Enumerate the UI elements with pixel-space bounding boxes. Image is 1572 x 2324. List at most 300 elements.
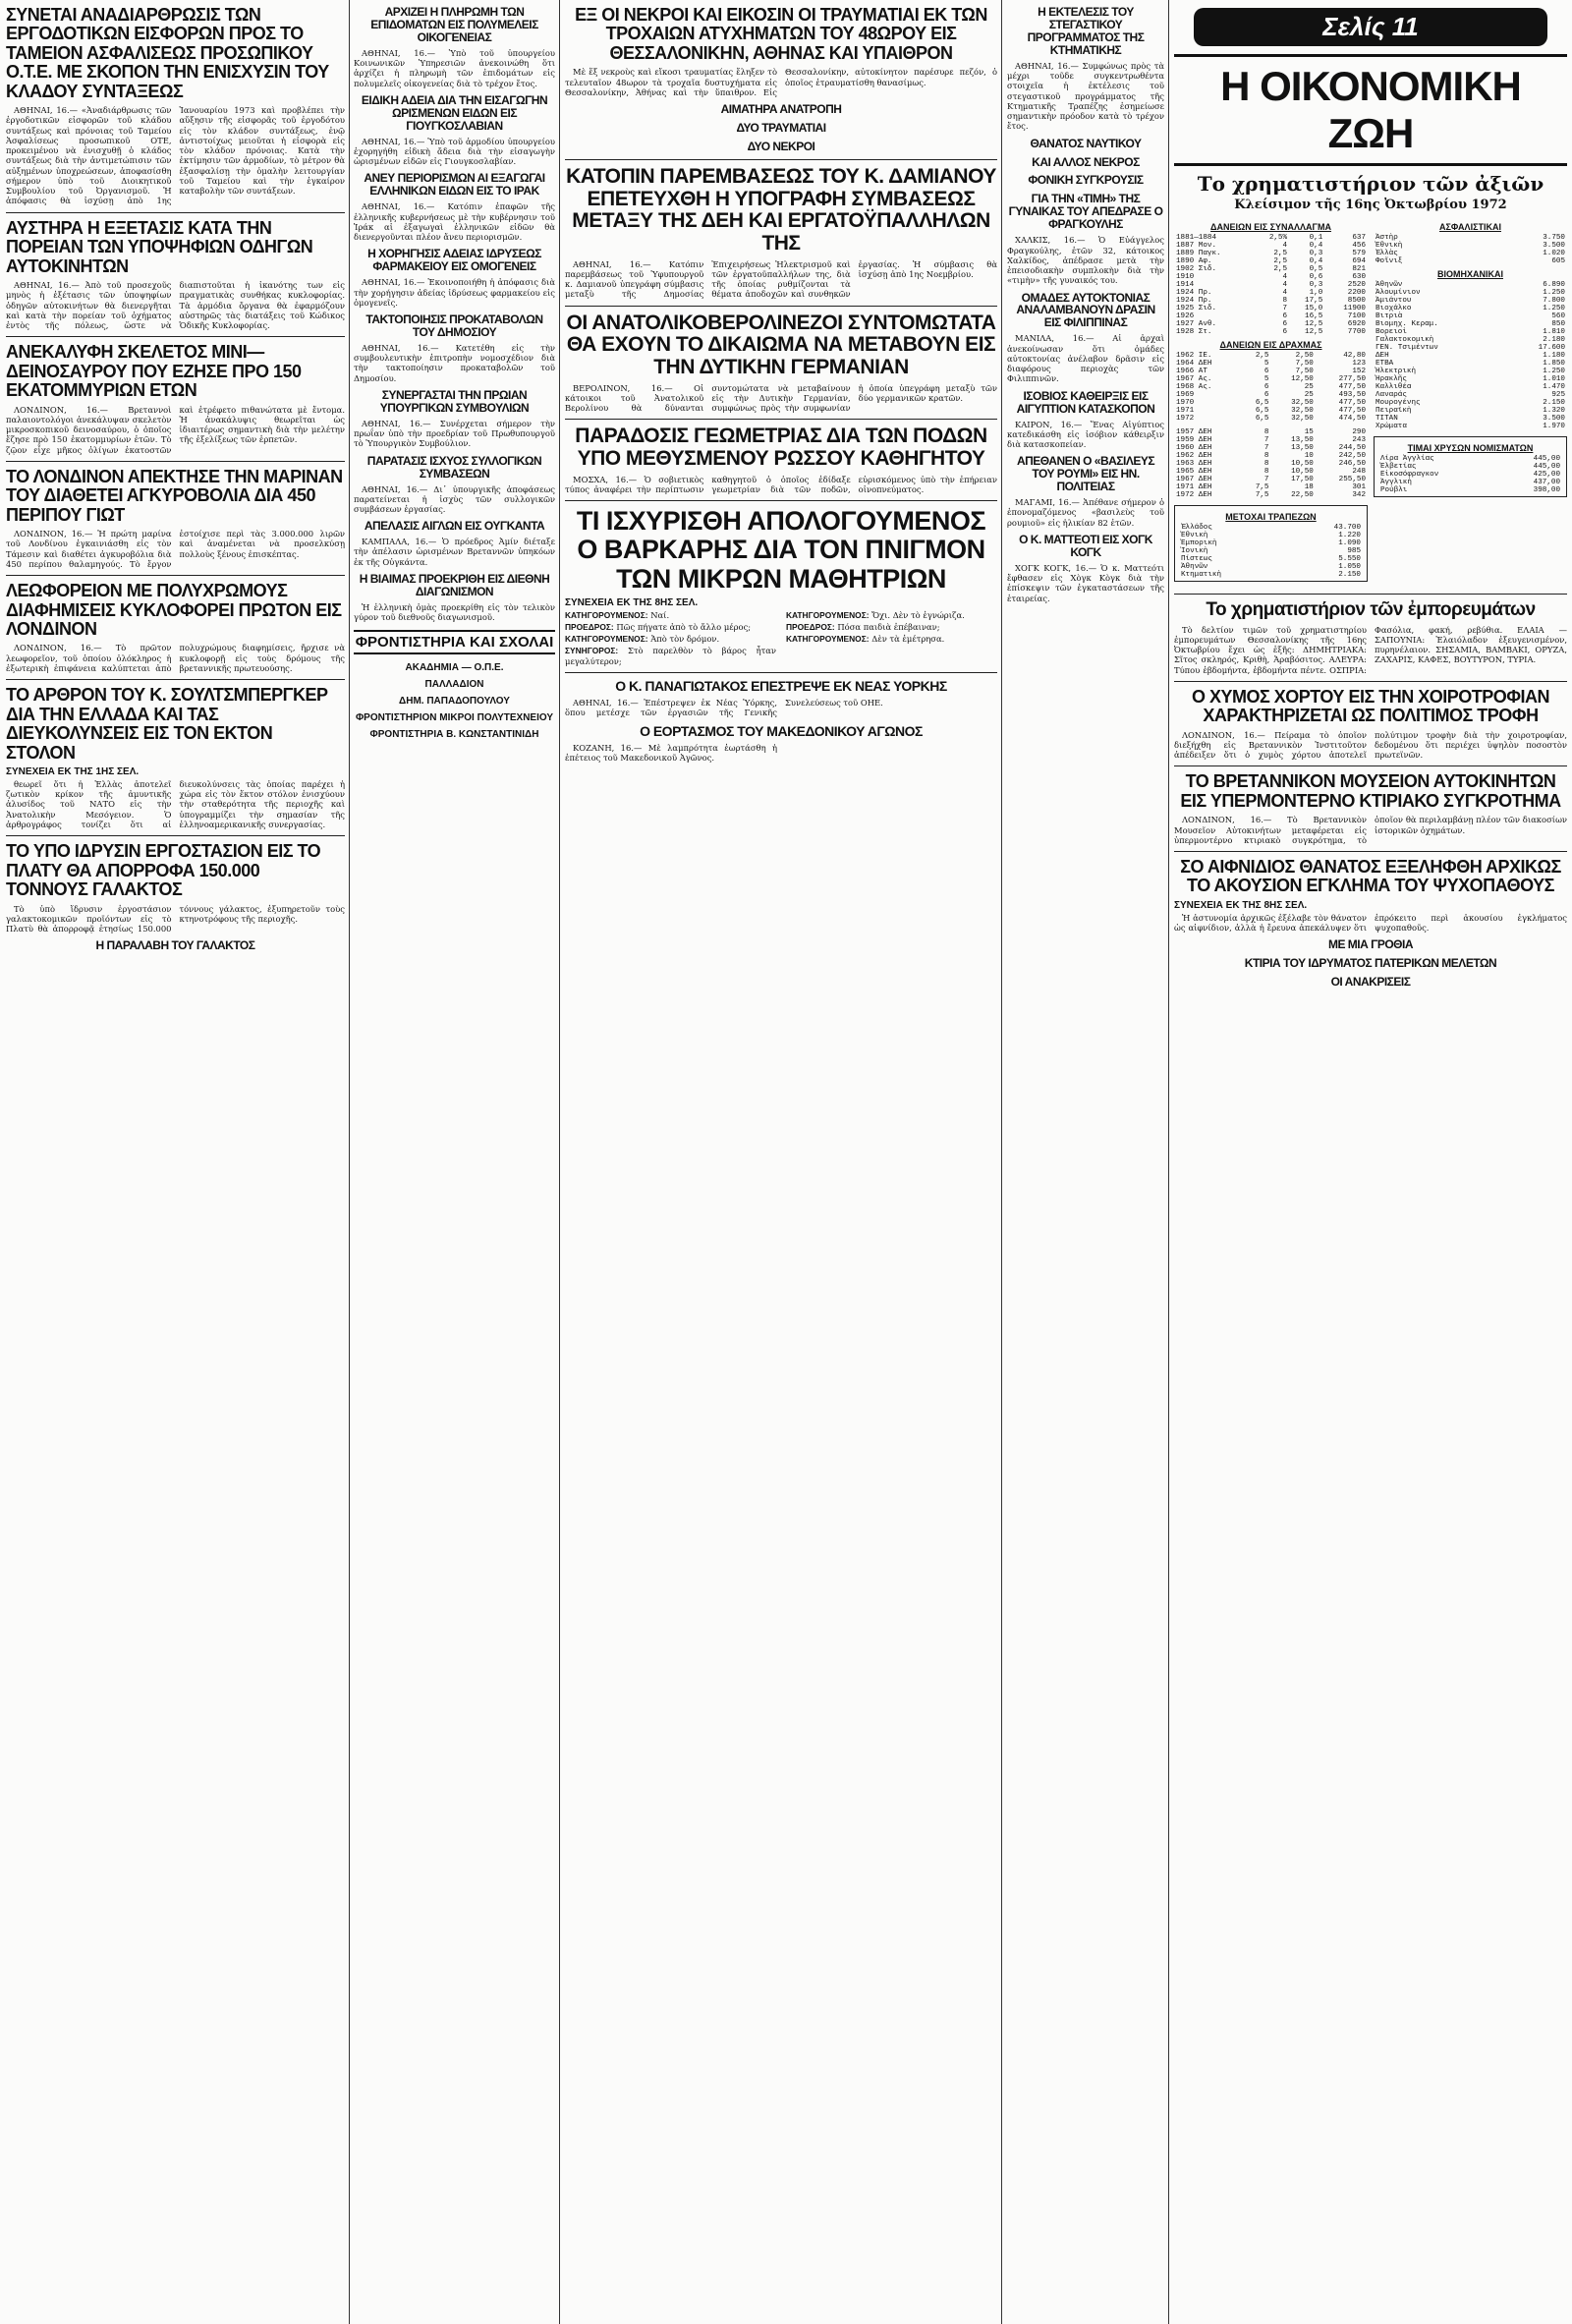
table-cell: 1925 Σιδ. bbox=[1176, 305, 1217, 312]
table-row bbox=[1374, 289, 1567, 297]
table-cell: 32,50 bbox=[1291, 415, 1314, 423]
headline-contest: Η ΒΙΑΙΜΑΣ ΠΡΟΕΚΡΙΘΗ ΕΙΣ ΔΙΕΘΝΗ ΔΙΑΓΩΝΙΣΜΟΝ bbox=[359, 571, 550, 598]
table-row bbox=[1174, 320, 1368, 328]
subhead-sailor: ΘΑΝΑΤΟΣ ΝΑΥΤΙΚΟΥ bbox=[1030, 136, 1142, 150]
table-row bbox=[1174, 491, 1368, 499]
table-cell: 821 bbox=[1352, 265, 1366, 273]
table-cell: 1924 Πρ. bbox=[1176, 297, 1212, 305]
headline-macedonian-struggle: Ο ΕΟΡΤΑΣΜΟΣ ΤΟΥ ΜΑΚΕΔΟΝΙΚΟΥ ΑΓΩΝΟΣ bbox=[640, 722, 923, 739]
table-cell: 1970 bbox=[1176, 399, 1195, 407]
article-accidents: Μὲ ἕξ νεκροὺς καὶ εἴκοσι τραυματίας ἔληξεν τὸ τελευταῖον 48ωρον τὰ τροχαῖα δυστυχήματα εἰς Θεσσαλονίκην, Ἀθήνας καὶ τὴν ὕπαιθρον. Εἰς Θεσσαλονίκην, αὐτοκίνητον παρέσυρε πεζόν, ὁ ὁποῖος ἐτραυματίσθη θανασίμως. bbox=[565, 67, 997, 97]
table-cell: 7700 bbox=[1347, 328, 1366, 336]
table-cell: 1972 bbox=[1176, 415, 1195, 423]
article-ote: ΑΘΗΝΑΙ, 16.— «Ἀναδιάρθρωσις τῶν ἐργοδοτικῶν εἰσφορῶν τοῦ κλάδου συντάξεως καὶ πρόνοιας τοῦ Ταμείου Ἀσφαλίσεως προσωπικοῦ ΟΤΕ, προκειμένου νὰ ἐνισχυθῇ ὁ κλάδος συντάξεως διὰ τὴν ἀντιμετώπισιν τῶν αὐξημένων ὑποχρεώσεων, ἀποφασίσθη σήμερον ὑπὸ τοῦ Διοικητικοῦ Συμβουλίου τοῦ Ὀργανισμοῦ. Ἡ ἀπόφασις θὰ ἰσχύσῃ ἀπὸ 1ης Ἰανουαρίου 1973 καὶ προβλέπει τὴν αὔξησιν τῆς εἰσφορᾶς τοῦ ἐργοδότου εἰς τὸν κλάδον συντάξεως, ἐνῷ ἀντιστοίχως μειοῦται ἡ εἰσφορὰ εἰς τὸν κλάδον πρόνοιας. Κατὰ τὴν ἐκτίμησιν τῶν ἁρμοδίων, τὸ μέτρον θὰ ἐξασφαλίσῃ τὴν ὁμαλὴν λειτουργίαν τοῦ Ταμείου καὶ τὴν ἐγκαίρον καταβολὴν τῶν συντάξεων. bbox=[6, 105, 345, 206]
table-cell: 425,00 bbox=[1533, 471, 1560, 479]
table-row bbox=[1374, 328, 1567, 336]
table-cell: 2,5 bbox=[1273, 250, 1288, 257]
table-cell: 6,5 bbox=[1255, 399, 1269, 407]
table-row bbox=[1174, 305, 1368, 312]
table-cell: 560 bbox=[1551, 312, 1565, 320]
ad-konstantinidi: ΦΡΟΝΤΙΣΤΗΡΙΑ Β. ΚΩΝΣΤΑΝΤΙΝΙΔΗ bbox=[369, 729, 539, 741]
headline-east-berlin: ΟΙ ΑΝΑΤΟΛΙΚΟΒΕΡΟΛΙΝΕΖΟΙ ΣΥΝΤΟΜΩΤΑΤΑ ΘΑ ΕΧΟΥΝ ΤΟ ΔΙΚΑΙΩΜΑ ΝΑ ΜΕΤΑΒΟΥΝ ΕΙΣ ΤΗΝ ΔΥΤΙΚΗΝ ΓΕΡΜΑΝΙΑΝ bbox=[566, 311, 996, 378]
table-row bbox=[1378, 486, 1562, 494]
table-cell: 1.970 bbox=[1543, 423, 1565, 430]
table-cell: 474,50 bbox=[1338, 415, 1366, 423]
table-cell: 7 bbox=[1263, 476, 1269, 483]
table-cell: 7,5 bbox=[1255, 491, 1269, 499]
table-cell: 637 bbox=[1352, 234, 1366, 242]
table-cell: 242,50 bbox=[1338, 452, 1366, 460]
table-cell: 2,50 bbox=[1295, 352, 1314, 360]
table-row bbox=[1174, 483, 1368, 491]
table-row bbox=[1378, 479, 1562, 486]
table-cell: 1.470 bbox=[1543, 383, 1565, 391]
table-cell: 398,00 bbox=[1533, 486, 1560, 494]
table-row bbox=[1174, 399, 1368, 407]
table-cell: 1969 bbox=[1176, 391, 1195, 399]
table-cell: 17,5 bbox=[1305, 297, 1323, 305]
table-cell: 10,50 bbox=[1291, 468, 1314, 476]
table-cell: 1971 bbox=[1176, 407, 1195, 415]
table-cell: 255,50 bbox=[1338, 476, 1366, 483]
table-cell: Ἐθνικὴ bbox=[1376, 242, 1403, 250]
table-cell: 1968 Ας. bbox=[1176, 383, 1212, 391]
table-row bbox=[1374, 344, 1567, 352]
headline-matteoti: Ο Κ. ΜΑΤΤΕΟΤΙ ΕΙΣ ΧΟΓΚ ΚΟΓΚ bbox=[1019, 532, 1152, 559]
table-cell: Ἀστὴρ bbox=[1376, 234, 1398, 242]
table-cell: Ἡρακλῆς bbox=[1376, 375, 1407, 383]
table-row bbox=[1179, 539, 1363, 547]
table-cell: 7,5 bbox=[1255, 483, 1269, 491]
headline-accidents: ΕΞ ΟΙ ΝΕΚΡΟΙ ΚΑΙ ΕΙΚΟΣΙΝ ΟΙ ΤΡΑΥΜΑΤΙΑΙ ΕΚ ΤΩΝ ΤΡΟΧΑΙΩΝ ΑΤΥΧΗΜΑΤΩΝ ΤΟΥ 48ΩΡΟΥ ΕΙΣ ΘΕΣΣΑΛΟΝΙΚΗΝ, ΑΘΗΝΑΣ ΚΑΙ ΥΠΑΙΘΡΟΝ bbox=[575, 5, 987, 63]
table-cell: 1.320 bbox=[1543, 407, 1565, 415]
table-cell: 1.050 bbox=[1338, 563, 1361, 571]
table-cell: 1966 ΑΤ bbox=[1176, 368, 1207, 375]
table-cell: 6 bbox=[1282, 312, 1288, 320]
headline-drivers: ΑΥΣΤΗΡΑ Η ΕΞΕΤΑΣΙΣ ΚΑΤΑ ΤΗΝ ΠΟΡΕΙΑΝ ΤΩΝ ΥΠΟΨΗΦΙΩΝ ΟΔΗΓΩΝ ΑΥΤΟΚΙΝΗΤΩΝ bbox=[6, 217, 313, 276]
article-philippines: ΜΑΝΙΛΑ, 16.— Αἱ ἀρχαὶ ἀνεκοίνωσαν ὅτι ὁμάδες αὐτοκτονίας ἀνέλαβον δρᾶσιν εἰς διαφόρους περιοχὰς τῶν Φιλιππινῶν. bbox=[1007, 333, 1164, 384]
article-advances: ΑΘΗΝΑΙ, 16.— Κατετέθη εἰς τὴν συμβουλευτικὴν ἐπιτροπὴν νομοσχέδιον διὰ τὴν τακτοποίησιν προκαταβολῶν τοῦ Δημοσίου. bbox=[354, 342, 555, 383]
table-cell: 7 bbox=[1263, 436, 1269, 444]
table-cell: 2,5 bbox=[1273, 265, 1288, 273]
table-cell: 2.150 bbox=[1338, 571, 1361, 579]
table-row bbox=[1374, 368, 1567, 375]
table-cell: 243 bbox=[1352, 436, 1366, 444]
table-cell: 925 bbox=[1551, 391, 1565, 399]
table-row bbox=[1374, 423, 1567, 430]
article-pharmacy: ΑΘΗΝΑΙ, 16.— Ἐκοινοποιήθη ἡ ἀπόφασις διὰ τὴν χορήγησιν ἀδείας ἱδρύσεως φαρμακείου εἰς ὁμογενεῖς. bbox=[354, 277, 555, 308]
subhead-milk: Η ΠΑΡΑΛΑΒΗ ΤΟΥ ΓΑΛΑΚΤΟΣ bbox=[95, 938, 255, 953]
subhead-two-dead: ΔΥΟ ΝΕΚΡΟΙ bbox=[747, 139, 815, 153]
table-cell: 1963 ΔΕΗ bbox=[1176, 460, 1212, 468]
table-row bbox=[1174, 297, 1368, 305]
table-cell: 694 bbox=[1352, 257, 1366, 265]
table-cell: 1.250 bbox=[1543, 368, 1565, 375]
headline-frangoulis: ΓΙΑ ΤΗΝ «ΤΙΜΗ» ΤΗΣ ΓΥΝΑΙΚΑΣ ΤΟΥ ΑΠΕΔΡΑΣΕ Ο ΦΡΑΓΚΟΥΛΗΣ bbox=[1008, 192, 1163, 232]
table-row bbox=[1374, 383, 1567, 391]
headline-rum-king: ΑΠΕΘΑΝΕΝ Ο «ΒΑΣΙΛΕΥΣ ΤΟΥ ΡΟΥΜΙ» ΕΙΣ ΗΝ. ΠΟΛΙΤΕΙΑΣ bbox=[1016, 454, 1155, 494]
table-cell: 2,5 bbox=[1255, 352, 1269, 360]
table-title-insurance: ΑΣΦΑΛΙΣΤΙΚΑΙ bbox=[1439, 222, 1501, 232]
table-cell: Ἑλλὰς bbox=[1376, 250, 1398, 257]
table-cell: 2,5% bbox=[1268, 234, 1288, 242]
table-cell: 1881—1884 bbox=[1176, 234, 1217, 242]
subhead-collision: ΦΟΝΙΚΗ ΣΥΓΚΡΟΥΣΙΣ bbox=[1028, 173, 1144, 188]
table-row bbox=[1374, 375, 1567, 383]
table-cell: 6,5 bbox=[1255, 407, 1269, 415]
headline-panagiotakos: Ο Κ. ΠΑΝΑΓΙΩΤΑΚΟΣ ΕΠΕΣΤΡΕΨΕ ΕΚ ΝΕΑΣ ΥΟΡΚΗΣ bbox=[615, 677, 947, 694]
headline-ote: ΣΥΝΕΤΑΙ ΑΝΑΔΙΑΡΘΡΩΣΙΣ ΤΩΝ ΕΡΓΟΔΟΤΙΚΩΝ ΕΙΣΦΟΡΩΝ ΠΡΟΣ ΤΟ ΤΑΜΕΙΟΝ ΑΣΦΑΛΙΣΕΩΣ ΠΡΟΣΩΠΙΚΟΥ Ο.Τ.Ε. ΜΕ ΣΚΟΠΟΝ ΤΗΝ ΕΝΙΣΧΥΣΙΝ ΤΟΥ ΚΛΑΔΟΥ ΣΥΝΤΑΞΕΩΣ bbox=[6, 5, 329, 101]
table-row bbox=[1174, 328, 1368, 336]
table-row bbox=[1174, 375, 1368, 383]
column-4 bbox=[1007, 0, 1164, 2324]
table-row bbox=[1174, 265, 1368, 273]
continuation-note-death: ΣΥΝΕΧΕΙΑ ΕΚ ΤΗΣ 8ΗΣ ΣΕΛ. bbox=[1174, 899, 1308, 911]
table-cell: 6,5 bbox=[1255, 415, 1269, 423]
table-cell: 6 bbox=[1263, 368, 1269, 375]
table-cell: Πειραϊκὴ bbox=[1376, 407, 1412, 415]
stock-exchange-title: Το χρηματιστήριον τῶν ἀξιῶν bbox=[1197, 172, 1544, 196]
table-cell: 1887 Μον. bbox=[1176, 242, 1217, 250]
table-cell: Κτηματικὴ bbox=[1181, 571, 1222, 579]
table-cell: 17.600 bbox=[1538, 344, 1565, 352]
article-drivers: ΑΘΗΝΑΙ, 16.— Ἀπὸ τοῦ προσεχοῦς μηνὸς ἡ ἐξέτασις τῶν ὑποψηφίων ὁδηγῶν αὐτοκινήτων θὰ διενεργῆται καὶ κατὰ τὴν πορείαν τοῦ ὀχήματος ἐντὸς τῆς πόλεως, ὥστε νὰ διαπιστοῦται ἡ ἱκανότης των εἰς πραγματικὰς συνθήκας κυκλοφορίας. Τὰ ἀρμόδια ὄργανα θὰ ἐφαρμόζουν αὐστηρῶς τὰς διατάξεις τοῦ Κώδικος Ὁδικῆς Κυκλοφορίας. bbox=[6, 280, 345, 330]
table-cell: Καλλιθέα bbox=[1376, 383, 1412, 391]
dialog-line: ΣΥΝΗΓΟΡΟΣ: Στὸ παρελθὸν τὸ βάρος ἦταν μεγαλύτερον; bbox=[565, 646, 776, 666]
table-cell: 8 bbox=[1263, 468, 1269, 476]
table-cell: 32,50 bbox=[1291, 399, 1314, 407]
article-contracts: ΑΘΗΝΑΙ, 16.— Δι᾽ ὑπουργικῆς ἀποφάσεως παρατείνεται ἡ ἰσχὺς τῶν συλλογικῶν συμβάσεων ἐργασίας. bbox=[354, 483, 555, 514]
table-cell: 2,5 bbox=[1273, 257, 1288, 265]
table-cell: 16,5 bbox=[1305, 312, 1323, 320]
table-cell: 2200 bbox=[1347, 289, 1366, 297]
subhead-patristic: ΚΤΙΡΙΑ ΤΟΥ ΙΔΡΥΜΑΤΟΣ ΠΑΤΕΡΙΚΩΝ ΜΕΛΕΤΩΝ bbox=[1244, 956, 1497, 971]
table-cell: 2520 bbox=[1347, 281, 1366, 289]
headline-advances: ΤΑΚΤΟΠΟΙΗΣΙΣ ΠΡΟΚΑΤΑΒΟΛΩΝ ΤΟΥ ΔΗΜΟΣΙΟΥ bbox=[365, 312, 543, 339]
table-row bbox=[1374, 297, 1567, 305]
table-cell: Βιτριὰ bbox=[1376, 312, 1403, 320]
article-rum-king: ΜΑΓΑΜΙ, 16.— Ἀπέθανε σήμερον ὁ ἐπονομαζόμενος «βασιλεὺς τοῦ ρουμιοῦ» εἰς ἡλικίαν 82 ἐτῶν. bbox=[1007, 497, 1164, 528]
table-cell: Λαναράς bbox=[1376, 391, 1407, 399]
article-benefits: ΑΘΗΝΑΙ, 16.— Ὑπὸ τοῦ ὑπουργείου Κοινωνικῶν Ὑπηρεσιῶν ἀνεκοινώθη ὅτι ἀρχίζει ἡ πληρωμὴ τῶν ἐπιδομάτων εἰς πολυμελεῖς οἰκογενείας διὰ τὸ τρέχον ἔτος. bbox=[354, 47, 555, 88]
table-cell: 7,50 bbox=[1295, 360, 1314, 368]
share-tables bbox=[1374, 218, 1567, 588]
gold-coins-table bbox=[1378, 455, 1562, 494]
table-cell: 25 bbox=[1304, 383, 1314, 391]
article-cabinet: ΑΘΗΝΑΙ, 16.— Συνέρχεται σήμερον τὴν πρωΐαν ὑπὸ τὴν προεδρίαν τοῦ Πρωθυπουργοῦ τὸ Ὑπουργικὸν Συμβούλιον. bbox=[354, 418, 555, 449]
table-cell: 445,00 bbox=[1533, 463, 1560, 471]
table-cell: 1964 ΔΕΗ bbox=[1176, 360, 1212, 368]
table-cell: Βιομηχ. Κεραμ. bbox=[1376, 320, 1438, 328]
column-3 bbox=[565, 0, 997, 2324]
headline-housing: Η ΕΚΤΕΛΕΣΙΣ ΤΟΥ ΣΤΕΓΑΣΤΙΚΟΥ ΠΡΟΓΡΑΜΜΑΤΟΣ ΤΗΣ ΚΤΗΜΑΤΙΚΗΣ bbox=[1027, 5, 1145, 57]
table-cell: Βιοχάλκο bbox=[1376, 305, 1412, 312]
table-cell: 3.500 bbox=[1543, 415, 1565, 423]
table-cell: Ἀγγλικὴ bbox=[1380, 479, 1412, 486]
subhead-another-dead: ΚΑΙ ΑΛΛΟΣ ΝΕΚΡΟΣ bbox=[1032, 154, 1140, 169]
table-row bbox=[1174, 415, 1368, 423]
table-cell: 0,1 bbox=[1309, 234, 1323, 242]
table-cell: 17,50 bbox=[1291, 476, 1314, 483]
table-row bbox=[1174, 383, 1368, 391]
table-cell: Ἑλλάδος bbox=[1181, 524, 1212, 532]
table-cell: 1,0 bbox=[1309, 289, 1323, 297]
table-cell: 605 bbox=[1551, 257, 1565, 265]
table-cell: 1.250 bbox=[1543, 289, 1565, 297]
ad-palladion: ΠΑΛΛΑΔΙΟΝ bbox=[424, 679, 484, 691]
table-row bbox=[1174, 460, 1368, 468]
table-cell: ΓΕΝ. Τσιμέντων bbox=[1376, 344, 1438, 352]
table-row bbox=[1174, 391, 1368, 399]
table-title-gold-coins: ΤΙΜΑΙ ΧΡΥΣΩΝ ΝΟΜΙΣΜΑΤΩΝ bbox=[1407, 443, 1534, 453]
table-row bbox=[1374, 305, 1567, 312]
table-cell: 4 bbox=[1282, 289, 1288, 297]
table-cell: 15,0 bbox=[1305, 305, 1323, 312]
headline-dinosaur: ΑΝΕΚΑΛΥΦΗ ΣΚΕΛΕΤΟΣ ΜΙΝΙ—ΔΕΙΝΟΣΑΥΡΟΥ ΠΟΥ ΕΖΗΣΕ ΠΡΟ 150 ΕΚΑΤΟΜΜΥΡΙΩΝ ΕΤΩΝ bbox=[6, 342, 302, 401]
ad-papadopoulou: ΔΗΜ. ΠΑΠΑΔΟΠΟΥΛΟΥ bbox=[399, 696, 510, 708]
table-cell: 1960 ΔΕΗ bbox=[1176, 444, 1212, 452]
stock-tables bbox=[1174, 218, 1567, 588]
dialog-line: ΚΑΤΗΓΟΡΟΥΜΕΝΟΣ: Ἀπὸ τὸν δρόμον. bbox=[565, 634, 720, 645]
table-cell: 7 bbox=[1282, 305, 1288, 312]
table-cell: Ἠλεκτρικὴ bbox=[1376, 368, 1417, 375]
headline-sulzberger: ΤΟ ΑΡΘΡΟΝ ΤΟΥ Κ. ΣΟΥΛΤΣΜΠΕΡΓΚΕΡ ΔΙΑ ΤΗΝ ΕΛΛΑΔΑ ΚΑΙ ΤΑΣ ΔΙΕΥΚΟΛΥΝΣΕΙΣ ΕΙΣ ΤΟΝ ΕΚΤΟΝ ΣΤΟΛΟΝ bbox=[6, 685, 328, 763]
table-cell: 1957 ΔΕΗ bbox=[1176, 428, 1212, 436]
table-cell: 15 bbox=[1304, 428, 1314, 436]
table-cell: Ἐλβετίας bbox=[1380, 463, 1417, 471]
subhead-overturn: ΑΙΜΑΤΗΡΑ ΑΝΑΤΡΟΠΗ bbox=[720, 102, 842, 117]
gold-coins-box bbox=[1374, 436, 1567, 497]
table-cell: 1910 bbox=[1176, 273, 1195, 281]
headline-milk-factory: ΤΟ ΥΠΟ ΙΔΡΥΣΙΝ ΕΡΓΟΣΤΑΣΙΟΝ ΕΙΣ ΤΟ ΠΛΑΤΥ ΘΑ ΑΠΟΡΡΟΦΑ 150.000 ΤΟΝΝΟΥΣ ΓΑΛΑΚΤΟΣ bbox=[6, 841, 321, 900]
headline-geometry: ΠΑΡΑΔΟΣΙΣ ΓΕΩΜΕΤΡΙΑΣ ΔΙΑ ΤΩΝ ΠΟΔΩΝ ΥΠΟ ΜΕΘΥΣΜΕΝΟΥ ΡΩΣΣΟΥ ΚΑΘΗΓΗΤΟΥ bbox=[575, 425, 987, 471]
table-cell: 445,00 bbox=[1533, 455, 1560, 463]
table-cell: 1924 Πρ. bbox=[1176, 289, 1212, 297]
table-row bbox=[1179, 524, 1363, 532]
table-cell: 456 bbox=[1352, 242, 1366, 250]
table-cell: 8500 bbox=[1347, 297, 1366, 305]
table-row bbox=[1374, 320, 1567, 328]
table-cell: 1889 Παγκ. bbox=[1176, 250, 1221, 257]
table-cell: Ρούβλι bbox=[1380, 486, 1408, 494]
table-cell: 1890 Αφ. bbox=[1176, 257, 1212, 265]
table-cell: 7100 bbox=[1347, 312, 1366, 320]
table-cell: 477,50 bbox=[1338, 407, 1366, 415]
table-cell: Ἐμπορικὴ bbox=[1181, 539, 1217, 547]
headline-commodities: Το χρηματιστήριον τῶν ἐμπορευμάτων bbox=[1206, 599, 1536, 620]
headline-benefits: ΑΡΧΙΖΕΙ Η ΠΛΗΡΩΜΗ ΤΩΝ ΕΠΙΔΟΜΑΤΩΝ ΕΙΣ ΠΟΛΥΜΕΛΕΙΣ ΟΙΚΟΓΕΝΕΙΑΣ bbox=[370, 5, 538, 44]
table-row bbox=[1174, 250, 1368, 257]
table-cell: 12,50 bbox=[1291, 375, 1314, 383]
headline-pharmacy: Η ΧΟΡΗΓΗΣΙΣ ΑΔΕΙΑΣ ΙΔΡΥΣΕΩΣ ΦΑΡΜΑΚΕΙΟΥ ΕΙΣ ΟΜΟΓΕΝΕΙΣ bbox=[367, 247, 541, 274]
headline-sudden-death: ΣΟ ΑΙΦΝΙΔΙΟΣ ΘΑΝΑΤΟΣ ΕΞΕΛΗΦΘΗ ΑΡΧΙΚΩΣ ΤΟ ΑΚΟΥΣΙΟΝ ΕΓΚΛΗΜΑ ΤΟΥ ΨΥΧΟΠΑΘΟΥΣ bbox=[1180, 857, 1561, 896]
table-cell: 7.800 bbox=[1543, 297, 1565, 305]
table-row bbox=[1174, 242, 1368, 250]
table-cell: 6.890 bbox=[1543, 281, 1565, 289]
headline-iraq: ΑΝΕΥ ΠΕΡΙΟΡΙΣΜΩΝ ΑΙ ΕΞΑΓΩΓΑΙ ΕΛΛΗΝΙΚΩΝ ΕΙΔΩΝ ΕΙΣ ΤΟ ΙΡΑΚ bbox=[364, 171, 545, 198]
table-row bbox=[1174, 234, 1368, 242]
table-cell: 0,4 bbox=[1309, 257, 1323, 265]
table-cell: 8 bbox=[1263, 460, 1269, 468]
table-row bbox=[1174, 281, 1368, 289]
table-cell: Μουρογένης bbox=[1376, 399, 1421, 407]
article-car-museum: ΛΟΝΔΙΝΟΝ, 16.— Τὸ Βρεταννικὸν Μουσεῖον Αὐτοκινήτων μεταφέρεται εἰς ὑπερμοντέρνο κτιριακὸ συγκρότημα, τὸ ὁποῖον θὰ περιλαμβάνῃ πλέον τῶν διακοσίων ἱστορικῶν ὀχημάτων. bbox=[1174, 815, 1567, 845]
table-cell: 3.500 bbox=[1543, 242, 1565, 250]
table-row bbox=[1174, 476, 1368, 483]
table-row bbox=[1374, 281, 1567, 289]
table-row bbox=[1174, 352, 1368, 360]
article-panagiotakos: ΑΘΗΝΑΙ, 16.— Ἐπέστρεψεν ἐκ Νέας Ὑόρκης, ὅπου μετέσχε τῶν ἐργασιῶν τῆς Γενικῆς Συνελεύσεως τοῦ ΟΗΕ. bbox=[565, 698, 883, 718]
article-marina: ΛΟΝΔΙΝΟΝ, 16.— Ἡ πρώτη μαρίνα τοῦ Λονδίνου ἐγκαινιάσθη εἰς τὸν Τάμεσιν καὶ διαθέτει ἀγκυροβόλια διὰ 450 περίπου θαλαμηγούς. Τὸ ἔργον ἐστοίχισε περὶ τὰς 3.000.000 λιρῶν καὶ ἀναμένεται νὰ προσελκύσῃ πολλοὺς ξένους ἐπισκέπτας. bbox=[6, 529, 345, 569]
table-cell: 0,5 bbox=[1309, 265, 1323, 273]
article-grass-juice: ΛΟΝΔΙΝΟΝ, 16.— Πείραμα τὸ ὁποῖον διεξήχθη εἰς Βρεταννικὸν Ἰνστιτοῦτον ἀπέδειξεν ὅτι ὁ χυμὸς χόρτου ἀποτελεῖ πολύτιμον τροφὴν διὰ τὴν χοιροτροφίαν, δεδομένου ὅτι περιέχει ὑψηλὸν ποσοστὸν πρωτεϊνῶν. bbox=[1174, 729, 1567, 761]
table-cell: Εἰκοσόφραγκον bbox=[1380, 471, 1439, 479]
table-cell: Φοῖνιξ bbox=[1376, 257, 1403, 265]
table-cell: 13,50 bbox=[1291, 444, 1314, 452]
table-cell: 1902 Σιδ. bbox=[1176, 265, 1217, 273]
table-cell: 5.550 bbox=[1338, 555, 1361, 563]
continuation-note-boatman: ΣΥΝΕΧΕΙΑ ΕΚ ΤΗΣ 8ΗΣ ΣΕΛ. bbox=[565, 596, 699, 608]
table-cell: 6 bbox=[1263, 383, 1269, 391]
table-row bbox=[1174, 428, 1368, 436]
headline-uganda: ΑΠΕΛΑΣΙΣ ΑΙΓΛΩΝ ΕΙΣ ΟΥΓΚΑΝΤΑ bbox=[364, 519, 545, 534]
article-contest: Ἡ ἑλληνικὴ ὁμὰς προεκρίθη εἰς τὸν τελικὸν γύρον τοῦ διεθνοῦς διαγωνισμοῦ. bbox=[354, 601, 555, 623]
table-row bbox=[1179, 532, 1363, 539]
table-row bbox=[1374, 312, 1567, 320]
table-cell: 1.810 bbox=[1543, 328, 1565, 336]
headline-boatman: ΤΙ ΙΣΧΥΡΙΣΘΗ ΑΠΟΛΟΓΟΥΜΕΝΟΣ Ο ΒΑΡΚΑΡΗΣ ΔΙΑ ΤΟΝ ΠΝΙΓΜΟΝ ΤΩΝ ΜΙΚΡΩΝ ΜΑΘΗΤΡΙΩΝ bbox=[576, 506, 986, 594]
article-uganda: ΚΑΜΠΑΛΑ, 16.— Ὁ πρόεδρος Ἀμίν διέταξε τὴν ἀπέλασιν ὡρισμένων Βρεταννῶν ὑπηκόων ἐκ τῆς Οὐγκάντα. bbox=[354, 537, 555, 567]
column-1 bbox=[6, 0, 345, 2324]
table-cell: 493,50 bbox=[1338, 391, 1366, 399]
table-row bbox=[1179, 547, 1363, 555]
insurance-table bbox=[1374, 234, 1567, 265]
table-row bbox=[1179, 563, 1363, 571]
table-cell: 1.010 bbox=[1543, 375, 1565, 383]
dialog-line: ΚΑΤΗΓΟΡΟΥΜΕΝΟΣ: Ὄχι. Δὲν τὸ ἐγνώριζα. bbox=[786, 609, 965, 620]
table-cell: 1914 bbox=[1176, 281, 1195, 289]
headline-car-museum: ΤΟ ΒΡΕΤΑΝΝΙΚΟΝ ΜΟΥΣΕΙΟΝ ΑΥΤΟΚΙΝΗΤΩΝ ΕΙΣ ΥΠΕΡΜΟΝΤΕΡΝΟ ΚΤΙΡΙΑΚΟ ΣΥΓΚΡΟΤΗΜΑ bbox=[1180, 771, 1561, 811]
table-cell: 630 bbox=[1352, 273, 1366, 281]
table-cell: 0,6 bbox=[1309, 273, 1323, 281]
table-cell: Βορειοὶ bbox=[1376, 328, 1407, 336]
headline-grass-juice: Ο ΧΥΜΟΣ ΧΟΡΤΟΥ ΕΙΣ ΤΗΝ ΧΟΙΡΟΤΡΟΦΙΑΝ ΧΑΡΑΚΤΗΡΙΖΕΤΑΙ ΩΣ ΠΟΛΙΤΙΜΟΣ ΤΡΟΦΗ bbox=[1191, 686, 1550, 726]
table-cell: 0,3 bbox=[1309, 281, 1323, 289]
table-cell: 42,80 bbox=[1343, 352, 1366, 360]
subhead-one-punch: ΜΕ ΜΙΑ ΓΡΟΘΙΑ bbox=[1327, 937, 1414, 952]
table-cell: 1.850 bbox=[1543, 360, 1565, 368]
table-cell: 0,3 bbox=[1309, 250, 1323, 257]
page-number-logo: Σελίς 11 bbox=[1194, 8, 1547, 46]
bank-shares-box bbox=[1174, 505, 1368, 582]
table-row bbox=[1174, 289, 1368, 297]
table-row bbox=[1378, 463, 1562, 471]
article-matteoti: ΧΟΓΚ ΚΟΓΚ, 16.— Ὁ κ. Ματτεότι ἔφθασεν εἰς Χὸγκ Κὸγκ διὰ τὴν ἐπίσκεψιν τῶν ἐγκαταστάσεων τῆς ἑταιρείας. bbox=[1007, 562, 1164, 603]
table-cell: 4 bbox=[1282, 273, 1288, 281]
headline-yugoslavia: ΕΙΔΙΚΗ ΑΔΕΙΑ ΔΙΑ ΤΗΝ ΕΙΣΑΓΩΓΗΝ ΩΡΙΣΜΕΝΩΝ ΕΙΔΩΝ ΕΙΣ ΓΙΟΥΓΚΟΣΛΑΒΙΑΝ bbox=[361, 92, 548, 133]
article-frangoulis: ΧΑΛΚΙΣ, 16.— Ὁ Εὐάγγελος Φραγκούλης, ἐτῶν 32, κάτοικος Χαλκίδος, ἀπέδρασε μετὰ τὴν ἐπεισοδιακὴν συμπλοκὴν διὰ τὴν «τιμὴν» τῆς γυναικός του. bbox=[1007, 235, 1164, 286]
table-row bbox=[1174, 452, 1368, 460]
table-cell: Ἀλουμίνιον bbox=[1376, 289, 1421, 297]
table-cell: 8 bbox=[1263, 452, 1269, 460]
industrial-table bbox=[1374, 281, 1567, 430]
article-housing: ΑΘΗΝΑΙ, 16.— Συμφώνως πρὸς τὰ μέχρι τοῦδε συγκεντρωθέντα στοιχεῖα ἡ ἐκτέλεσις τοῦ στεγαστικοῦ προγράμματος τῆς Κτηματικῆς Τραπέζης ἐσημείωσε σημαντικὴν πρόοδον κατὰ τὸ τρέχον ἔτος. bbox=[1007, 60, 1164, 132]
table-row bbox=[1174, 407, 1368, 415]
dialog-line: ΚΑΤΗΓΟΡΟΥΜΕΝΟΣ: Ναί. bbox=[565, 609, 670, 620]
table-cell: Ἀθηνῶν bbox=[1181, 563, 1208, 571]
table-row bbox=[1374, 360, 1567, 368]
table-cell: 123 bbox=[1352, 360, 1366, 368]
table-cell: 1.220 bbox=[1338, 532, 1361, 539]
headline-marina: ΤΟ ΛΟΝΔΙΝΟΝ ΑΠΕΚΤΗΣΕ ΤΗΝ ΜΑΡΙΝΑΝ ΤΟΥ ΔΙΑΘΕΤΕΙ ΑΓΚΥΡΟΒΟΛΙΑ ΔΙΑ 450 ΠΕΡΙΠΟΥ ΓΙΩΤ bbox=[6, 466, 343, 525]
table-cell: Ἀθηνῶν bbox=[1376, 281, 1403, 289]
ad-akadimia: ΑΚΑΔΗΜΙΑ — Ο.Π.Ε. bbox=[405, 662, 504, 674]
closing-date: Κλείσιμον τῆς 16ης Ὀκτωβρίου 1972 bbox=[1234, 198, 1507, 212]
article-geometry: ΜΟΣΧΑ, 16.— Ὁ σοβιετικὸς τύπος ἀναφέρει τὴν περίπτωσιν καθηγητοῦ ὁ ὁποῖος ἐδίδαξε γεωμετρίαν διὰ τῶν ποδῶν, εὑρισκόμενος ὑπὸ τὴν ἐπήρειαν οἰνοπνεύματος. bbox=[565, 474, 997, 494]
table-cell: 12,5 bbox=[1305, 328, 1323, 336]
table-cell: Πίστεως bbox=[1181, 555, 1212, 563]
table-cell: 4 bbox=[1282, 281, 1288, 289]
table-row bbox=[1374, 415, 1567, 423]
drachma-loans-table bbox=[1174, 352, 1368, 423]
table-cell: 0,4 bbox=[1309, 242, 1323, 250]
table-row bbox=[1374, 250, 1567, 257]
table-cell: 4 bbox=[1282, 242, 1288, 250]
table-cell: 11900 bbox=[1343, 305, 1366, 312]
table-cell: 12,5 bbox=[1305, 320, 1323, 328]
table-cell: 437,00 bbox=[1533, 479, 1560, 486]
table-cell: 477,50 bbox=[1338, 399, 1366, 407]
table-row bbox=[1374, 399, 1567, 407]
table-row bbox=[1378, 455, 1562, 463]
boatman-dialog bbox=[565, 610, 997, 666]
table-cell: 152 bbox=[1352, 368, 1366, 375]
table-cell: 25 bbox=[1304, 391, 1314, 399]
table-cell: 10 bbox=[1304, 452, 1314, 460]
table-cell: 7,50 bbox=[1295, 368, 1314, 375]
table-title-fx-loans: ΔΑΝΕΙΩΝ ΕΙΣ ΣΥΝΑΛΛΑΓΜΑ bbox=[1210, 222, 1331, 232]
table-cell: 1972 ΔΕΗ bbox=[1176, 491, 1212, 499]
ads-section-title: ΦΡΟΝΤΙΣΤΗΡΙΑ ΚΑΙ ΣΧΟΛΑΙ bbox=[354, 630, 555, 654]
table-row bbox=[1374, 352, 1567, 360]
dialog-line: ΠΡΟΕΔΡΟΣ: Πόσα παιδιὰ ἐπέβαιναν; bbox=[786, 621, 940, 632]
column-2 bbox=[354, 0, 555, 2324]
table-cell: 6 bbox=[1282, 328, 1288, 336]
table-cell: 1959 ΔΕΗ bbox=[1176, 436, 1212, 444]
table-cell: 13,50 bbox=[1291, 436, 1314, 444]
ad-polytechneio: ΦΡΟΝΤΙΣΤΗΡΙΟΝ ΜΙΚΡΟΙ ΠΟΛΥΤΕΧΝΕΙΟΥ bbox=[355, 712, 554, 724]
headline-contracts: ΠΑΡΑΤΑΣΙΣ ΙΣΧΥΟΣ ΣΥΛΛΟΓΙΚΩΝ ΣΥΜΒΑΣΕΩΝ bbox=[366, 453, 542, 481]
headline-cabinet: ΣΥΝΕΡΓΑΣΤΑΙ ΤΗΝ ΠΡΩΙΑΝ ΥΠΟΥΡΓΙΚΩΝ ΣΥΜΒΟΥΛΙΩΝ bbox=[379, 387, 530, 415]
table-row bbox=[1174, 257, 1368, 265]
table-cell: 1971 ΔΕΗ bbox=[1176, 483, 1212, 491]
table-row bbox=[1174, 360, 1368, 368]
table-row bbox=[1174, 368, 1368, 375]
dialog-line: ΚΑΤΗΓΟΡΟΥΜΕΝΟΣ: Δὲν τὰ ἐμέτρησα. bbox=[786, 634, 945, 645]
table-cell: 5 bbox=[1263, 375, 1269, 383]
table-cell: 244,50 bbox=[1338, 444, 1366, 452]
table-row bbox=[1174, 436, 1368, 444]
table-cell: 6920 bbox=[1347, 320, 1366, 328]
table-cell: 850 bbox=[1551, 320, 1565, 328]
table-cell: Ἰονικὴ bbox=[1181, 547, 1208, 555]
table-cell: Λίρα Ἀγγλίας bbox=[1380, 455, 1434, 463]
article-commodities: Τὸ δελτίον τιμῶν τοῦ χρηματιστηρίου ἐμπορευμάτων Θεσσαλονίκης τῆς 16ης Ὀκτωβρίου ἔχει ὡς ἑξῆς: ΔΗΜΗΤΡΙΑΚΑ: Σῖτος σκληρός, Κριθὴ, Ἀραβόσιτος. ΑΛΕΥΡΑ: Τύπου ἑβδομήντα, ἑβδομήντα πέντε. ΟΣΠΡΙΑ: Φασόλια, φακή, ρεβύθια. ΕΛΑΙΑ — ΣΑΠΟΥΝΙΑ: Ἐλαιόλαδον ἐξευγενισμένον, πυρηνέλαιον. ΣΗΣΑΜΙΑ, ΒΑΜΒΑΚΙ, ΟΡΥΖΑ, ΖΑΧΑΡΙΣ, ΚΑΦΕΣ, ΒΟΥΤΥΡΟΝ, ΤΥΡΙΑ. bbox=[1174, 624, 1567, 675]
table-cell: 246,50 bbox=[1338, 460, 1366, 468]
table-cell: 579 bbox=[1352, 250, 1366, 257]
table-row bbox=[1374, 336, 1567, 344]
table-cell: 1962 ΔΕΗ bbox=[1176, 452, 1212, 460]
